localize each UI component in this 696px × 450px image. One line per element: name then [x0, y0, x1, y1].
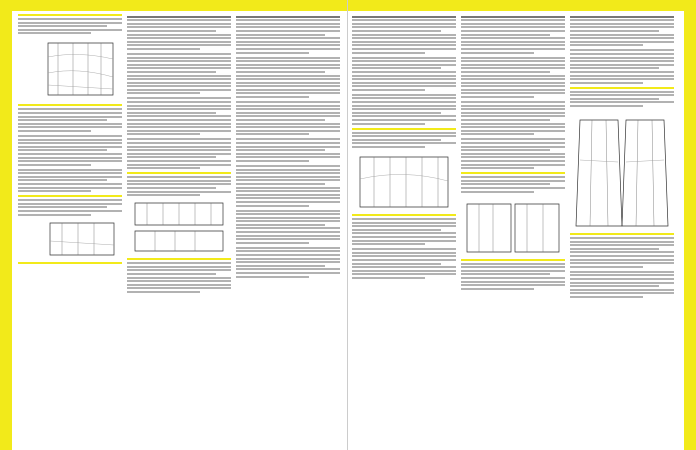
right-header-bar	[348, 0, 696, 11]
section-title-8	[18, 14, 122, 16]
section-note-bar	[352, 214, 456, 216]
section-note-bar	[18, 262, 122, 264]
section-title-12	[461, 172, 565, 174]
section-title-9	[18, 195, 122, 197]
section-note-bar	[127, 258, 231, 260]
pattern-diagram-10	[127, 199, 231, 255]
left-header-bar	[0, 0, 347, 11]
right-column-1	[352, 14, 456, 446]
section-note-bar	[570, 233, 674, 235]
pattern-diagram-9	[18, 219, 122, 259]
pattern-diagram-13	[570, 110, 674, 230]
section-title-13	[570, 87, 674, 89]
section-note-bar	[18, 104, 122, 106]
left-column-3	[236, 14, 340, 446]
pattern-diagram-8	[18, 37, 122, 101]
right-column-2	[461, 14, 565, 446]
section-title-11	[352, 128, 456, 130]
left-column-2	[127, 14, 231, 446]
right-page	[348, 0, 696, 450]
left-side-strip	[0, 11, 12, 450]
left-column-1	[18, 14, 122, 446]
pattern-diagram-12	[461, 196, 565, 256]
section-note-bar	[461, 259, 565, 261]
right-side-strip	[684, 11, 696, 450]
pattern-diagram-11	[352, 151, 456, 211]
right-column-3	[570, 14, 674, 446]
section-title-10	[127, 172, 231, 174]
